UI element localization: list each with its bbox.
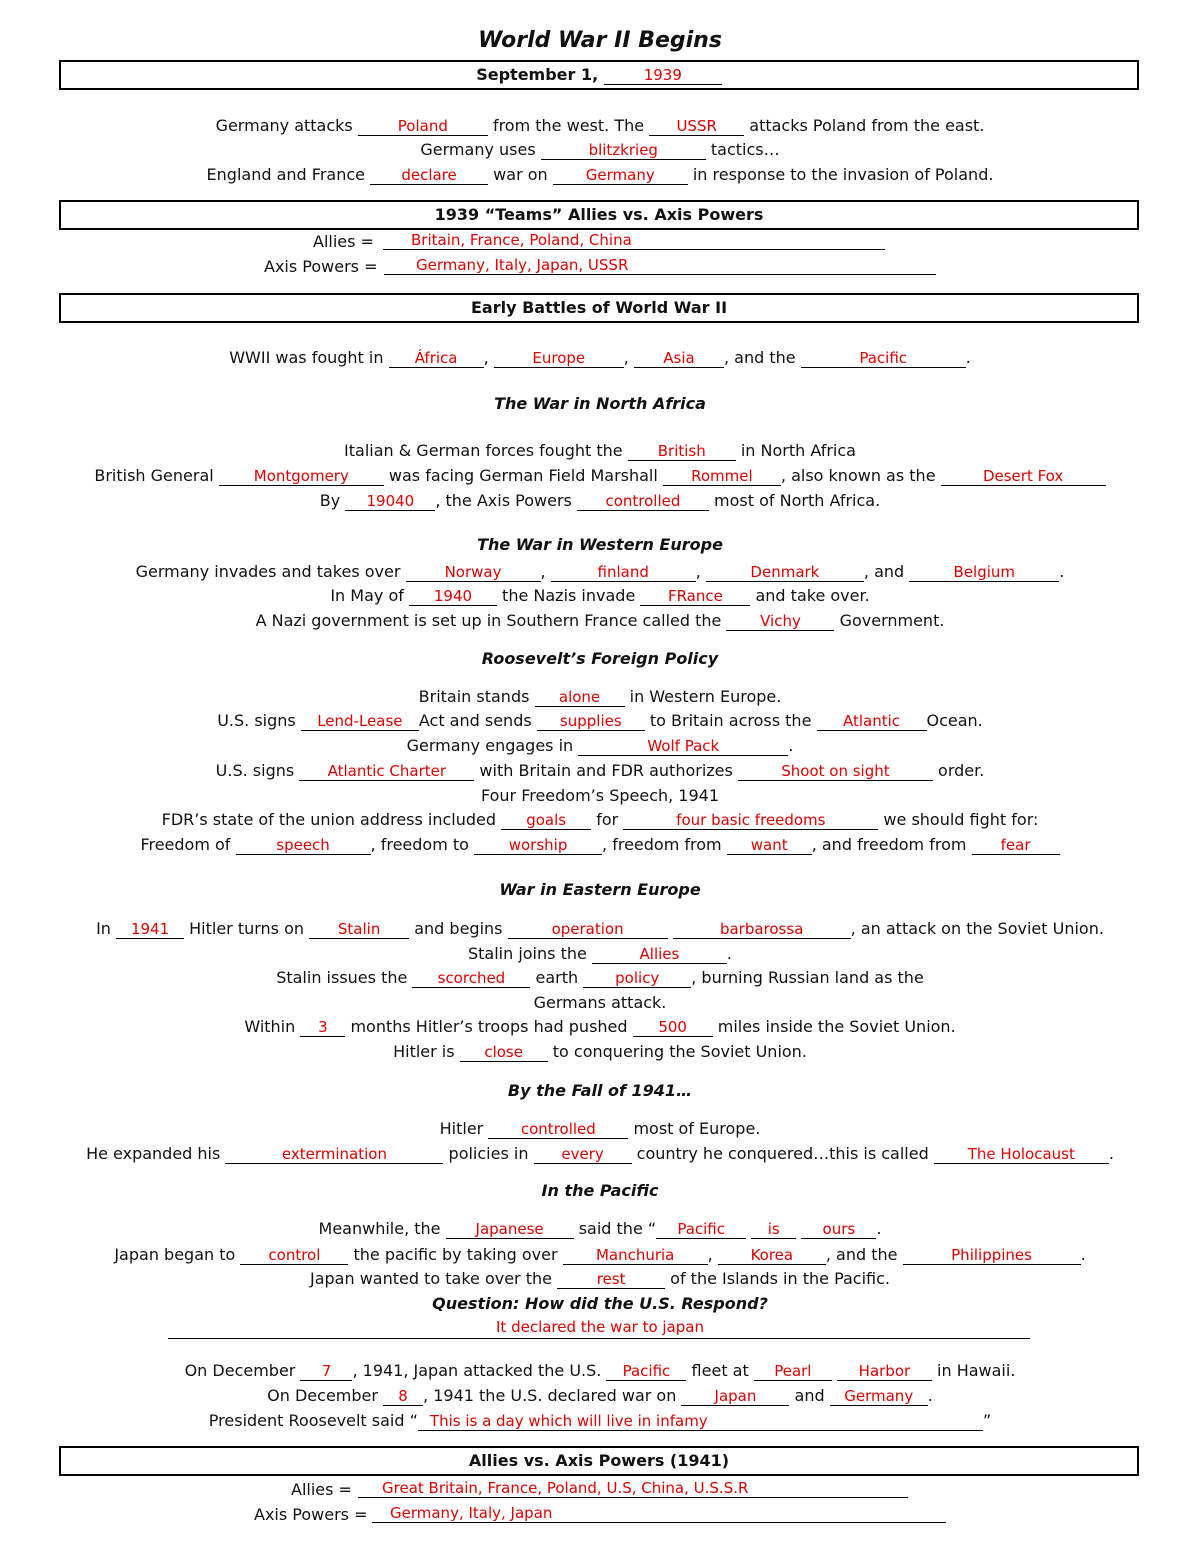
blank: Germany — [553, 166, 688, 185]
blank: blitzkrieg — [541, 141, 706, 160]
text: months Hitler’s troops had pushed — [350, 1017, 628, 1036]
blank: Denmark — [706, 563, 864, 582]
text: to Britain across the — [649, 711, 812, 730]
text: , — [695, 562, 701, 581]
text: most of Europe. — [633, 1119, 761, 1138]
text: , burning Russian land as the — [691, 968, 924, 987]
blank: Pearl — [754, 1362, 832, 1381]
text: U.S. signs — [217, 711, 296, 730]
text: said the “ — [578, 1219, 657, 1238]
line-by-year — [60, 490, 1140, 512]
blank: Manchuria — [563, 1246, 708, 1265]
text: On December — [184, 1361, 296, 1380]
blank: every — [534, 1145, 632, 1164]
text: the pacific by taking over — [353, 1245, 558, 1264]
text: Italian & German forces fought the — [344, 441, 623, 460]
text: in Hawaii. — [937, 1361, 1016, 1380]
line-germany-attacks — [60, 115, 1140, 137]
blank: Montgomery — [219, 467, 384, 486]
line-atlantic-charter — [60, 760, 1140, 782]
text: . — [788, 736, 794, 755]
line-hitler-controlled — [60, 1118, 1140, 1140]
line-british-general — [60, 465, 1140, 487]
blank: control — [240, 1246, 348, 1265]
blank: close — [460, 1043, 548, 1062]
blank: Belgium — [909, 563, 1059, 582]
heading-pacific: In the Pacific — [541, 1181, 659, 1200]
text: from the west. The — [492, 116, 645, 135]
line-japanese-said — [60, 1218, 1140, 1240]
text: . — [1080, 1245, 1086, 1264]
line-fought-british — [60, 440, 1140, 462]
answer-rule — [168, 1338, 1030, 1339]
blank: 19040 — [345, 492, 435, 511]
blank: goals — [501, 811, 591, 830]
blank: speech — [236, 836, 371, 855]
label: Allies = — [291, 1480, 352, 1499]
heading-western-europe: The War in Western Europe — [477, 535, 723, 554]
text: in North Africa — [740, 441, 856, 460]
line-stalin-joins — [60, 943, 1140, 965]
text: . — [1108, 1144, 1114, 1163]
blank: 1941 — [116, 920, 184, 939]
text: and begins — [414, 919, 503, 938]
blank: alone — [535, 688, 625, 707]
blank: 500 — [633, 1018, 713, 1037]
blank: Desert Fox — [941, 467, 1106, 486]
blank: Atlantic — [817, 712, 927, 731]
text: Ocean. — [926, 711, 983, 730]
line-islands — [60, 1268, 1140, 1290]
section-header-allies-1941: Allies vs. Axis Powers (1941) — [59, 1446, 1139, 1476]
line-wwii-fought — [60, 347, 1140, 369]
text: , — [483, 348, 489, 367]
text: , 1941 the U.S. declared war on — [423, 1386, 677, 1405]
document-title: World War II Begins — [478, 28, 722, 53]
text: Germany engages in — [406, 736, 574, 755]
text: Stalin joins the — [467, 944, 587, 963]
blank: Germany — [830, 1387, 928, 1406]
text: , 1941, Japan attacked the U.S. — [352, 1361, 602, 1380]
blank: controlled — [577, 492, 709, 511]
line-scorched-earth — [60, 967, 1140, 989]
blank: 3 — [300, 1018, 345, 1037]
text: In May of — [330, 586, 404, 605]
text: By — [319, 491, 341, 510]
blank: Germany, Italy, Japan, USSR — [384, 256, 936, 275]
text: in Western Europe. — [629, 687, 782, 706]
text: and — [794, 1386, 825, 1405]
text: ” — [982, 1411, 992, 1430]
label: Axis Powers = — [264, 257, 378, 276]
blank: worship — [474, 836, 602, 855]
blank: Atlantic Charter — [299, 762, 474, 781]
blank: Britain, France, Poland, China — [383, 231, 885, 250]
blank: FRance — [640, 587, 750, 606]
blank: África — [389, 349, 484, 368]
text: tactics… — [710, 140, 780, 159]
blank: 8 — [383, 1387, 423, 1406]
blank: Japanese — [446, 1220, 574, 1239]
section-header-september — [59, 60, 1139, 90]
text: British General — [94, 466, 214, 485]
text: Hitler turns on — [189, 919, 305, 938]
blank: Pacific — [801, 349, 966, 368]
blank: Rommel — [663, 467, 781, 486]
line-germany-invades — [60, 561, 1140, 583]
line-japan-control — [60, 1244, 1140, 1266]
blank: British — [628, 442, 736, 461]
blank: declare — [370, 166, 488, 185]
blank: USSR — [649, 117, 744, 136]
text: , freedom from — [602, 835, 722, 854]
text: was facing German Field Marshall — [388, 466, 658, 485]
text: . — [1059, 562, 1065, 581]
blank: four basic freedoms — [623, 811, 878, 830]
text: , an attack on the Soviet Union. — [850, 919, 1104, 938]
line-wolf-pack — [60, 735, 1140, 757]
line-england-france — [60, 164, 1140, 186]
text: policies in — [448, 1144, 529, 1163]
text: attacks Poland from the east. — [749, 116, 985, 135]
text: most of North Africa. — [714, 491, 881, 510]
text: , — [540, 562, 546, 581]
blank: Allies — [592, 945, 727, 964]
heading-north-africa: The War in North Africa — [494, 394, 706, 413]
line-hitler-close — [60, 1041, 1140, 1063]
blank: Harbor — [837, 1362, 932, 1381]
line-roosevelt-said — [60, 1410, 1140, 1432]
blank: Stalin — [309, 920, 409, 939]
section-header-teams: 1939 “Teams” Allies vs. Axis Powers — [59, 200, 1139, 230]
blank: operation — [508, 920, 668, 939]
blank: Wolf Pack — [578, 737, 788, 756]
blank: Philippines — [903, 1246, 1081, 1265]
text: , and freedom from — [811, 835, 967, 854]
blank: want — [727, 836, 812, 855]
blank: supplies — [537, 712, 645, 731]
blank: 7 — [300, 1362, 352, 1381]
text: order. — [938, 761, 985, 780]
text: President Roosevelt said “ — [208, 1411, 418, 1430]
text: Act and sends — [418, 711, 532, 730]
blank: extermination — [225, 1145, 443, 1164]
heading-fall-1941: By the Fall of 1941… — [507, 1081, 693, 1100]
blank: This is a day which will live in infamy — [418, 1412, 983, 1431]
text: we should fight for: — [883, 810, 1039, 829]
answer-us-respond: It declared the war to japan — [496, 1318, 704, 1336]
line-within-months — [60, 1016, 1140, 1038]
line-four-freedoms-speech: Four Freedom’s Speech, 1941 — [480, 786, 720, 805]
line-germans-attack: Germans attack. — [533, 993, 667, 1012]
text: On December — [267, 1386, 378, 1405]
text: , — [623, 348, 629, 367]
text: , and the — [825, 1245, 898, 1264]
label: Allies = — [313, 232, 374, 251]
blank: fear — [972, 836, 1060, 855]
text: fleet at — [691, 1361, 749, 1380]
line-britain-stands — [60, 686, 1140, 708]
heading-eastern-europe: War in Eastern Europe — [499, 880, 701, 899]
text: FDR’s state of the union address included — [161, 810, 497, 829]
text: and take over. — [755, 586, 870, 605]
blank: Asia — [634, 349, 724, 368]
blank: finland — [551, 563, 696, 582]
text: , also known as the — [780, 466, 936, 485]
text: He expanded his — [86, 1144, 221, 1163]
text: Freedom of — [140, 835, 231, 854]
question-us-respond: Question: How did the U.S. Respond? — [432, 1294, 768, 1313]
text: Stalin issues the — [276, 968, 408, 987]
line-state-of-union — [60, 809, 1140, 831]
line-pearl-harbor — [60, 1360, 1140, 1382]
blank: policy — [583, 969, 691, 988]
text: Japan began to — [114, 1245, 236, 1264]
text: the Nazis invade — [502, 586, 636, 605]
blank: Poland — [358, 117, 488, 136]
blank: rest — [557, 1270, 665, 1289]
text: Britain stands — [418, 687, 530, 706]
line-freedoms — [60, 834, 1140, 856]
text: of the Islands in the Pacific. — [670, 1269, 890, 1288]
text: Hitler is — [393, 1042, 455, 1061]
text: Hitler — [439, 1119, 484, 1138]
text: A Nazi government is set up in Southern France called the — [255, 611, 722, 630]
line-vichy — [60, 610, 1140, 632]
text: Germany invades and takes over — [135, 562, 401, 581]
text: country he conquered…this is called — [636, 1144, 929, 1163]
text: , the Axis Powers — [435, 491, 572, 510]
line-lend-lease — [60, 710, 1140, 732]
line-extermination — [60, 1143, 1140, 1165]
blank: Lend-Lease — [301, 712, 419, 731]
text: Japan wanted to take over the — [310, 1269, 552, 1288]
blank: scorched — [412, 969, 530, 988]
blank: Pacific — [606, 1362, 686, 1381]
text: miles inside the Soviet Union. — [717, 1017, 956, 1036]
text: WWII was fought in — [229, 348, 384, 367]
line-declared-war — [60, 1385, 1140, 1407]
label: Axis Powers = — [254, 1505, 368, 1524]
text: England and France — [206, 165, 365, 184]
blank-year: 1939 — [604, 66, 722, 85]
text: , — [707, 1245, 713, 1264]
text: Germany attacks — [215, 116, 353, 135]
blank: Great Britain, France, Poland, U.S, China, U.S.S.R — [358, 1479, 908, 1498]
text: in response to the invasion of Poland. — [692, 165, 994, 184]
blank: Vichy — [726, 612, 834, 631]
blank: ours — [801, 1220, 876, 1239]
text: Germany uses — [420, 140, 536, 159]
blank: barbarossa — [673, 920, 851, 939]
blank: 1940 — [409, 587, 497, 606]
blank: Shoot on sight — [738, 762, 933, 781]
blank: Pacific — [656, 1220, 746, 1239]
header-text: September 1, — [476, 65, 599, 84]
text: In — [96, 919, 111, 938]
blank: The Holocaust — [934, 1145, 1109, 1164]
text: . — [876, 1219, 882, 1238]
section-header-early-battles: Early Battles of World War II — [59, 293, 1139, 323]
blank: Korea — [718, 1246, 826, 1265]
text: . — [726, 944, 733, 963]
text: earth — [535, 968, 579, 987]
text: Within — [244, 1017, 296, 1036]
text: Government. — [839, 611, 945, 630]
heading-roosevelt-policy: Roosevelt’s Foreign Policy — [481, 649, 719, 668]
text: war on — [493, 165, 548, 184]
line-germany-uses — [60, 139, 1140, 161]
text: , and the — [723, 348, 796, 367]
text: Meanwhile, the — [318, 1219, 441, 1238]
blank: is — [751, 1220, 796, 1239]
blank: Germany, Italy, Japan — [372, 1504, 946, 1523]
text: , and — [863, 562, 905, 581]
blank: Norway — [406, 563, 541, 582]
text: , freedom to — [370, 835, 469, 854]
line-may-1940 — [60, 585, 1140, 607]
text: . — [965, 348, 971, 367]
line-hitler-turns — [60, 918, 1140, 940]
blank: controlled — [488, 1120, 628, 1139]
blank: Japan — [681, 1387, 789, 1406]
text: . — [927, 1386, 933, 1405]
text: to conquering the Soviet Union. — [552, 1042, 807, 1061]
text: U.S. signs — [215, 761, 295, 780]
text: for — [596, 810, 619, 829]
blank: Europe — [494, 349, 624, 368]
text: with Britain and FDR authorizes — [479, 761, 733, 780]
